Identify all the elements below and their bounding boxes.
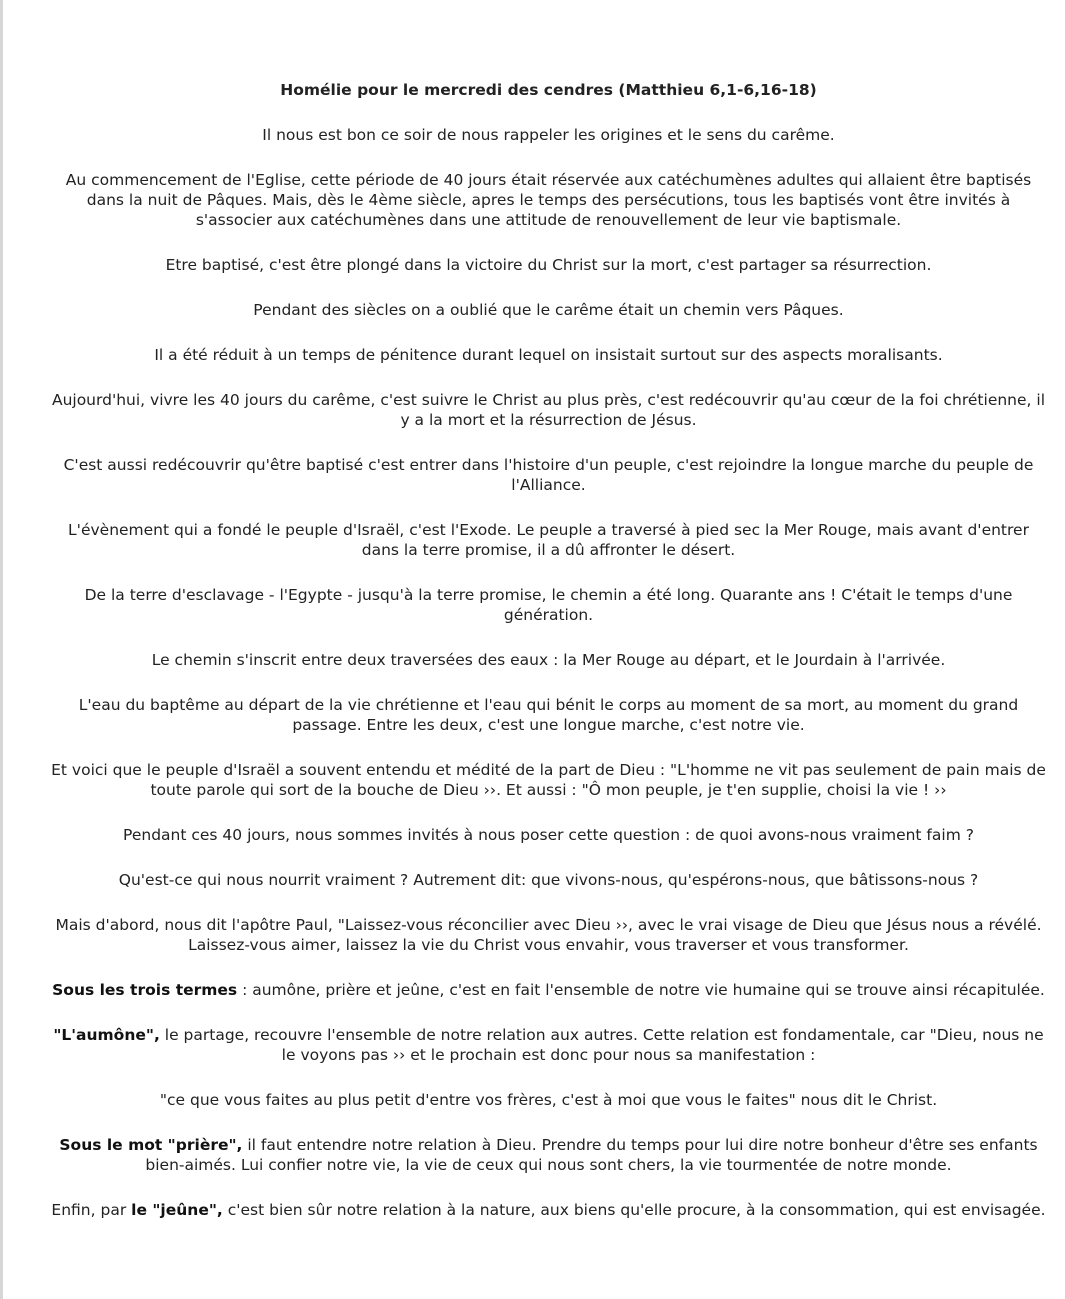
paragraph: L'évènement qui a fondé le peuple d'Israël, c'est l'Exode. Le peuple a traversé à pied sec la Mer Rouge, mais avant d'entrer dans la terre promise, il a dû affronter le désert. xyxy=(68,521,1029,559)
paragraph-trois-termes xyxy=(51,980,1046,1000)
paragraph: "ce que vous faites au plus petit d'entre vos frères, c'est à moi que vous le faites" nous dit le Christ. xyxy=(159,1091,938,1109)
paragraph: Pendant ces 40 jours, nous sommes invités à nous poser cette question : de quoi avons-nous vraiment faim ? xyxy=(123,826,974,844)
document-title: Homélie pour le mercredi des cendres (Matthieu 6,1-6,16-18) xyxy=(280,81,817,99)
paragraph-jeune xyxy=(51,1200,1046,1220)
paragraph-text: : aumône, prière et jeûne, c'est en fait l'ensemble de notre vie humaine qui se trouve ainsi récapitulée. xyxy=(237,981,1045,999)
paragraph: Et voici que le peuple d'Israël a souvent entendu et médité de la part de Dieu : "L'homme ne vit pas seulement de pain mais de toute parole qui sort de la bouche de Dieu ››. Et aussi : "Ô mon peuple, je t'en supplie, choisi la vie ! ›› xyxy=(51,761,1046,799)
paragraph-prefix: Enfin, par xyxy=(51,1201,132,1219)
paragraph-text: il faut entendre notre relation à Dieu. Prendre du temps pour lui dire notre bonheur d'être ses enfants bien-aimés. Lui confier notre vie, la vie de ceux qui nous sont chers, la vie tourmentée de notre monde. xyxy=(145,1136,1038,1174)
paragraph: Il nous est bon ce soir de nous rappeler les origines et le sens du carême. xyxy=(262,126,835,144)
paragraph-text: c'est bien sûr notre relation à la nature, aux biens qu'elle procure, à la consommation, qui est envisagée. xyxy=(222,1201,1046,1219)
paragraph: De la terre d'esclavage - l'Egypte - jusqu'à la terre promise, le chemin a été long. Quarante ans ! C'était le temps d'une génération. xyxy=(84,586,1013,624)
bold-phrase: "L'aumône", xyxy=(53,1026,160,1044)
paragraph: Le chemin s'inscrit entre deux traversées des eaux : la Mer Rouge au départ, et le Jourdain à l'arrivée. xyxy=(151,651,946,669)
paragraph-aumone xyxy=(51,1025,1046,1065)
bold-phrase: Sous les trois termes xyxy=(52,981,238,999)
paragraph: Etre baptisé, c'est être plongé dans la victoire du Christ sur la mort, c'est partager sa résurrection. xyxy=(165,256,932,274)
paragraph-priere xyxy=(51,1135,1046,1175)
paragraph: Qu'est-ce qui nous nourrit vraiment ? Autrement dit: que vivons-nous, qu'espérons-nous, que bâtissons-nous ? xyxy=(118,871,979,889)
bold-phrase: Sous le mot "prière", xyxy=(59,1136,243,1154)
paragraph: C'est aussi redécouvrir qu'être baptisé c'est entrer dans l'histoire d'un peuple, c'est rejoindre la longue marche du peuple de l'Alliance. xyxy=(63,456,1034,494)
paragraph: Mais d'abord, nous dit l'apôtre Paul, "Laissez-vous réconcilier avec Dieu ››, avec le vrai visage de Dieu que Jésus nous a révélé. Laissez-vous aimer, laissez la vie du Christ vous envahir, vous traverser et vous transformer. xyxy=(55,916,1042,954)
homily-text xyxy=(51,80,1046,1245)
bold-phrase: le "jeûne", xyxy=(131,1201,223,1219)
paragraph: Aujourd'hui, vivre les 40 jours du carême, c'est suivre le Christ au plus près, c'est redécouvrir qu'au cœur de la foi chrétienne, il y a la mort et la résurrection de Jésus. xyxy=(51,391,1046,429)
paragraph: Au commencement de l'Eglise, cette période de 40 jours était réservée aux catéchumènes adultes qui allaient être baptisés dans la nuit de Pâques. Mais, dès le 4ème siècle, apres le temps des persécutions, tous les baptisés vont être invités à s'associer aux catéchumènes dans une attitude de renouvellement de leur vie baptismale. xyxy=(65,171,1032,229)
paragraph-text: le partage, recouvre l'ensemble de notre relation aux autres. Cette relation est fondamentale, car "Dieu, nous ne le voyons pas ›› et le prochain est donc pour nous sa manifestation : xyxy=(159,1026,1044,1064)
paragraph: Pendant des siècles on a oublié que le carême était un chemin vers Pâques. xyxy=(253,301,844,319)
paragraph: L'eau du baptême au départ de la vie chrétienne et l'eau qui bénit le corps au moment de sa mort, au moment du grand passage. Entre les deux, c'est une longue marche, c'est notre vie. xyxy=(78,696,1019,734)
paragraph: Il a été réduit à un temps de pénitence durant lequel on insistait surtout sur des aspects moralisants. xyxy=(154,346,943,364)
